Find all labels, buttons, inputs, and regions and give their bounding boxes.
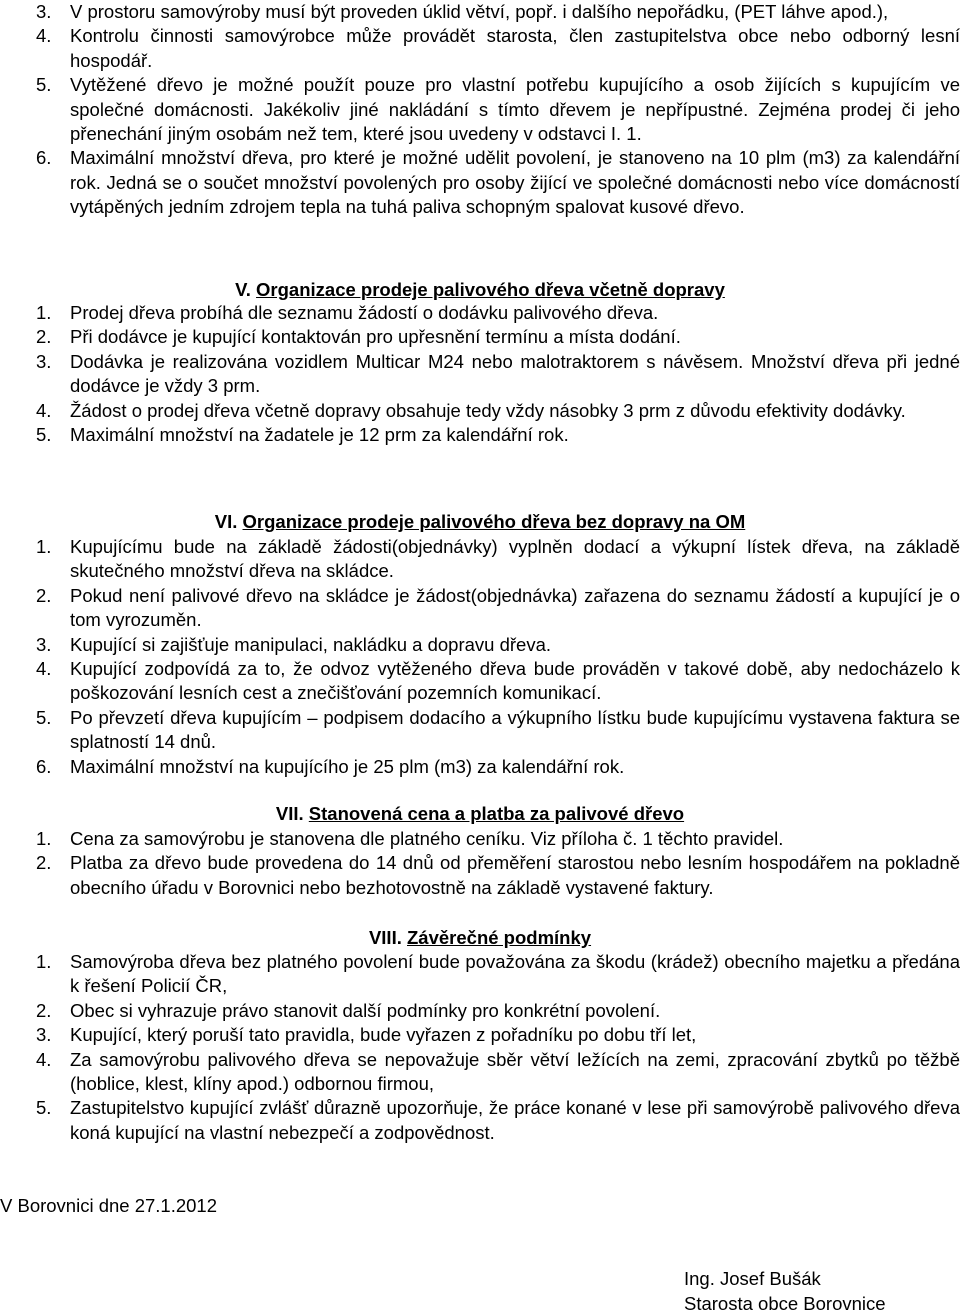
- list-item: [36, 301, 960, 325]
- item-text: V prostoru samovýroby musí být proveden úklid větví, popř. i dalšího nepořádku, (PET láhve apod.),: [70, 0, 960, 24]
- item-text: Platba za dřevo bude provedena do 14 dnů od přeměření starostou nebo lesním hospodářem na pokladně obecního úřadu v Borovnici nebo bezhotovostně na základě vystavené faktury.: [70, 851, 960, 900]
- list-item: [36, 706, 960, 755]
- item-text: Za samovýrobu palivového dřeva se nepovažuje sběr větví ležících na zemi, zpracování zbytků po těžbě (hoblice, klest, klíny apod.) odbornou firmou,: [70, 1048, 960, 1097]
- list-item: [36, 1023, 960, 1047]
- list-item: [36, 950, 960, 999]
- item-text: Pokud není palivové dřevo na skládce je žádost(objednávka) zařazena do seznamu žádostí a kupující je o tom vyrozuměn.: [70, 584, 960, 633]
- section-viii-list: [36, 950, 960, 1145]
- section-v-list: [36, 301, 960, 447]
- list-item: [36, 0, 960, 24]
- item-number: 1.: [36, 535, 70, 584]
- item-number: 1.: [36, 950, 70, 999]
- list-item: [36, 423, 960, 447]
- item-number: 1.: [36, 301, 70, 325]
- item-text: Samovýroba dřeva bez platného povolení bude považována za škodu (krádež) obecního majetku a předána k řešení Policií ČR,: [70, 950, 960, 999]
- item-number: 4.: [36, 1048, 70, 1097]
- item-text: Vytěžené dřevo je možné použít pouze pro vlastní potřebu kupujícího a osob žijících s kupujícím ve společné domácnosti. Jakékoliv jiné nakládání s tímto dřevem je nepřípustné. Zejména prodej či jeho přenechání jiným osobám než tem, které jsou uvedeny v odstavci I. 1.: [70, 73, 960, 146]
- list-item: [36, 755, 960, 779]
- section-v-heading: [0, 278, 960, 302]
- item-text: Maximální množství na žadatele je 12 prm za kalendářní rok.: [70, 423, 960, 447]
- section-number: VII.: [276, 803, 304, 824]
- item-number: 2.: [36, 325, 70, 349]
- item-text: Zastupitelstvo kupující zvlášť důrazně upozorňuje, že práce konané v lese při samovýrobě palivového dřeva koná kupující na vlastní nebezpečí a zodpovědnost.: [70, 1096, 960, 1145]
- item-number: 5.: [36, 423, 70, 447]
- item-number: 5.: [36, 1096, 70, 1145]
- list-item: [36, 325, 960, 349]
- item-text: Maximální množství dřeva, pro které je možné udělit povolení, je stanoveno na 10 plm (m3) za kalendářní rok. Jedná se o součet množství povolených pro osoby žijící ve společné domácnosti nebo více domácností vytápěných jedním zdrojem tepla na tuhá paliva schopným spalovat kusové dřevo.: [70, 146, 960, 219]
- item-text: Prodej dřeva probíhá dle seznamu žádostí o dodávku palivového dřeva.: [70, 301, 960, 325]
- list-item: [36, 146, 960, 219]
- section-vii-heading: [0, 802, 960, 826]
- list-item: [36, 999, 960, 1023]
- item-number: 5.: [36, 706, 70, 755]
- list-item: [36, 1048, 960, 1097]
- signature-block: [684, 1267, 886, 1316]
- section-iv-list: [36, 0, 960, 220]
- section-number: V.: [235, 279, 251, 300]
- item-text: Maximální množství na kupujícího je 25 plm (m3) za kalendářní rok.: [70, 755, 960, 779]
- list-item: [36, 399, 960, 423]
- list-item: [36, 851, 960, 900]
- item-number: 4.: [36, 24, 70, 73]
- item-text: Obec si vyhrazuje právo stanovit další podmínky pro konkrétní povolení.: [70, 999, 960, 1023]
- item-number: 4.: [36, 657, 70, 706]
- item-text: Při dodávce je kupující kontaktován pro upřesnění termínu a místa dodání.: [70, 325, 960, 349]
- list-item: [36, 1096, 960, 1145]
- item-text: Kupující, který poruší tato pravidla, bude vyřazen z pořadníku po dobu tří let,: [70, 1023, 960, 1047]
- list-item: [36, 535, 960, 584]
- list-item: [36, 24, 960, 73]
- item-text: Po převzetí dřeva kupujícím – podpisem dodacího a výkupního lístku bude kupujícímu vystavena faktura se splatností 14 dnů.: [70, 706, 960, 755]
- list-item: [36, 73, 960, 146]
- list-item: [36, 633, 960, 657]
- section-title: Stanovená cena a platba za palivové dřevo: [309, 803, 684, 824]
- item-text: Dodávka je realizována vozidlem Multicar M24 nebo malotraktorem s návěsem. Množství dřeva při jedné dodávce je vždy 3 prm.: [70, 350, 960, 399]
- section-number: VIII.: [369, 927, 402, 948]
- section-vi-heading: [0, 510, 960, 534]
- item-number: 6.: [36, 755, 70, 779]
- section-title: Organizace prodeje palivového dřeva včetně dopravy: [256, 279, 725, 300]
- list-item: [36, 350, 960, 399]
- item-text: Žádost o prodej dřeva včetně dopravy obsahuje tedy vždy násobky 3 prm z důvodu efektivity dodávky.: [70, 399, 960, 423]
- item-text: Kupující si zajišťuje manipulaci, nakládku a dopravu dřeva.: [70, 633, 960, 657]
- item-number: 3.: [36, 0, 70, 24]
- item-text: Kupující zodpovídá za to, že odvoz vytěženého dřeva bude prováděn v takové době, aby nedocházelo k poškozování lesních cest a znečišťování pozemních komunikací.: [70, 657, 960, 706]
- item-number: 4.: [36, 399, 70, 423]
- item-number: 3.: [36, 350, 70, 399]
- list-item: [36, 657, 960, 706]
- list-item: [36, 827, 960, 851]
- list-item: [36, 584, 960, 633]
- item-text: Cena za samovýrobu je stanovena dle platného ceníku. Viz příloha č. 1 těchto pravidel.: [70, 827, 960, 851]
- item-number: 2.: [36, 999, 70, 1023]
- item-number: 6.: [36, 146, 70, 219]
- signer-title: Starosta obce Borovnice: [684, 1292, 886, 1316]
- item-number: 3.: [36, 633, 70, 657]
- section-title: Organizace prodeje palivového dřeva bez dopravy na OM: [243, 511, 746, 532]
- item-number: 5.: [36, 73, 70, 146]
- signer-name: Ing. Josef Bušák: [684, 1267, 886, 1292]
- section-vii-list: [36, 827, 960, 900]
- section-number: VI.: [215, 511, 238, 532]
- item-text: Kontrolu činnosti samovýrobce může provádět starosta, člen zastupitelstva obce nebo odborný lesní hospodář.: [70, 24, 960, 73]
- section-vi-list: [36, 535, 960, 779]
- item-text: Kupujícímu bude na základě žádosti(objednávky) vyplněn dodací a výkupní lístek dřeva, na základě skutečného množství dřeva na skládce.: [70, 535, 960, 584]
- item-number: 2.: [36, 584, 70, 633]
- section-title: Závěrečné podmínky: [407, 927, 591, 948]
- section-viii-heading: [0, 926, 960, 950]
- item-number: 2.: [36, 851, 70, 900]
- item-number: 1.: [36, 827, 70, 851]
- item-number: 3.: [36, 1023, 70, 1047]
- date-line: V Borovnici dne 27.1.2012: [0, 1194, 217, 1218]
